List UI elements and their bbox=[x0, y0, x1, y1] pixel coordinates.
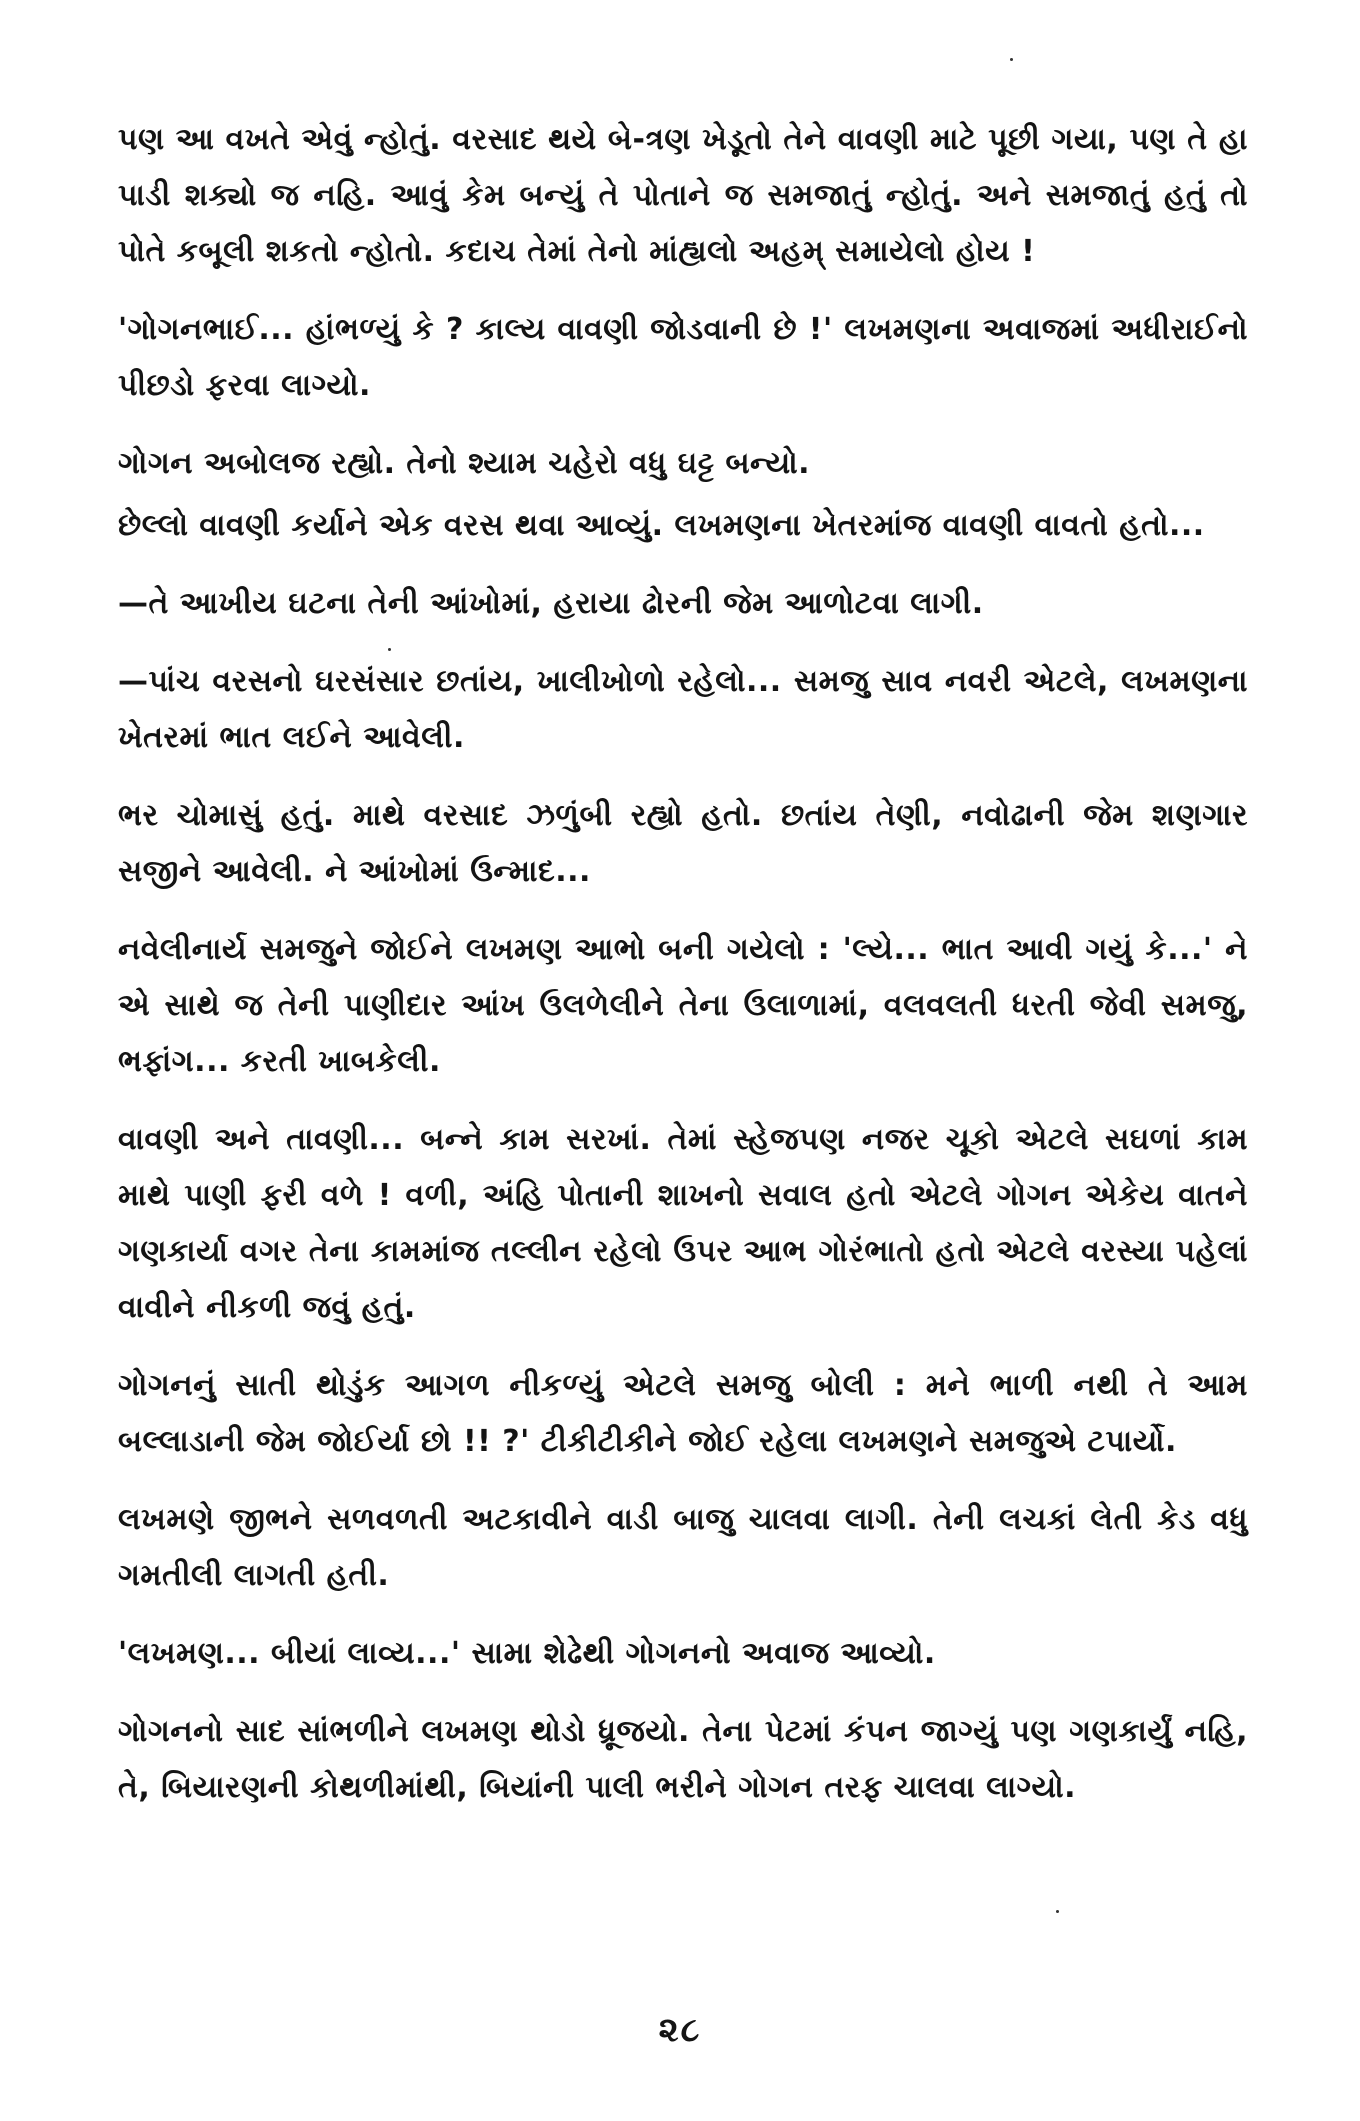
paragraph: ગોગનનું સાતી થોડુંક આગળ નીકળ્યું એટલે સમજુ બોલી : મને ભાળી નથી તે આમ બલ્લાડાની જેમ જોઈર્યા છો !! ?' ટીકીટીકીને જોઈ રહેલા લખમણને સમજુએ ટપાર્યો. bbox=[118, 1368, 1248, 1459]
paragraph: લખમણે જીભને સળવળતી અટકાવીને વાડી બાજુ ચાલવા લાગી. તેની લચકાં લેતી કેડ વધુ ગમતીલી લાગતી હતી. bbox=[118, 1502, 1248, 1593]
paragraph: વાવણી અને તાવણી... બન્ને કામ સરખાં. તેમાં સ્હેજપણ નજર ચૂકો એટલે સઘળાં કામ માથે પાણી ફરી વળે ! વળી, અંહિ પોતાની શાખનો સવાલ હતો એટલે ગોગન એકેય વાતને ગણકાર્યા વગર તેના કામમાંજ તલ્લીન રહેલો ઉપર આભ ગોરંભાતો હતો એટલે વરસ્યા પહેલાં વાવીને નીકળી જવું હતું. bbox=[118, 1122, 1248, 1325]
paragraph: નવેલીનાર્ય સમજુને જોઈને લખમણ આભો બની ગયેલો : 'લ્યે... ભાત આવી ગયું કે...' ને એ સાથે જ તેની પાણીદાર આંખ ઉલળેલીને તેના ઉલાળામાં, વલવલતી ધરતી જેવી સમજુ, ભફાંગ... કરતી ખાબકેલી. bbox=[118, 932, 1248, 1079]
paragraph: —તે આખીય ઘટના તેની આંખોમાં, હરાયા ઢોરની જેમ આળોટવા લાગી. bbox=[118, 586, 984, 621]
page-number: ૨૮ bbox=[658, 2010, 702, 2050]
paragraph: ગોગનનો સાદ સાંભળીને લખમણ થોડો ધ્રૂજયો. તેના પેટમાં કંપન જાગ્યું પણ ગણકાર્યું નહિ, તે, બિયારણની કોથળીમાંથી, બિયાંની પાલી ભરીને ગોગન તરફ ચાલવા લાગ્યો. bbox=[118, 1714, 1248, 1805]
paragraph: —પાંચ વરસનો ઘરસંસાર છતાંય, ખાલીખોળો રહેલો... સમજુ સાવ નવરી એટલે, લખમણના ખેતરમાં ભાત લઈને આવેલી. bbox=[118, 664, 1248, 755]
print-speck bbox=[1056, 1910, 1059, 1913]
paragraph: પણ આ વખતે એવું ન્હોતું. વરસાદ થયે બે-ત્રણ ખેડૂતો તેને વાવણી માટે પૂછી ગયા, પણ તે હા પાડી શક્યો જ નહિ. આવું કેમ બન્યું તે પોતાને જ સમજાતું ન્હોતું. અને સમજાતું હતું તો પોતે કબૂલી શકતો ન્હોતો. કદાચ તેમાં તેનો માંહ્યલો અહમ્ સમાયેલો હોય ! bbox=[118, 122, 1248, 269]
print-speck bbox=[1010, 58, 1013, 61]
paragraph: 'લખમણ... બીયાં લાવ્ય...' સામા શેઢેથી ગોગનનો અવાજ આવ્યો. bbox=[118, 1636, 936, 1671]
paragraph: ગોગન અબોલજ રહ્યો. તેનો શ્યામ ચહેરો વધુ ઘટ્ટ બન્યો. bbox=[118, 446, 811, 481]
body-text bbox=[118, 112, 1248, 1838]
paragraph: 'ગોગનભાઈ... હાંભળ્યું કે ? કાલ્ય વાવણી જોડવાની છે !' લખમણના અવાજમાં અધીરાઈનો પીછડો ફરવા લાગ્યો. bbox=[118, 312, 1248, 403]
paragraph: છેલ્લો વાવણી કર્યાને એક વરસ થવા આવ્યું. લખમણના ખેતરમાંજ વાવણી વાવતો હતો... bbox=[118, 508, 1205, 543]
print-speck bbox=[388, 648, 391, 651]
paragraph: ભર ચોમાસું હતું. માથે વરસાદ ઝળુંબી રહ્યો હતો. છતાંય તેણી, નવોઢાની જેમ શણગાર સજીને આવેલી. ને આંખોમાં ઉન્માદ... bbox=[118, 798, 1248, 889]
